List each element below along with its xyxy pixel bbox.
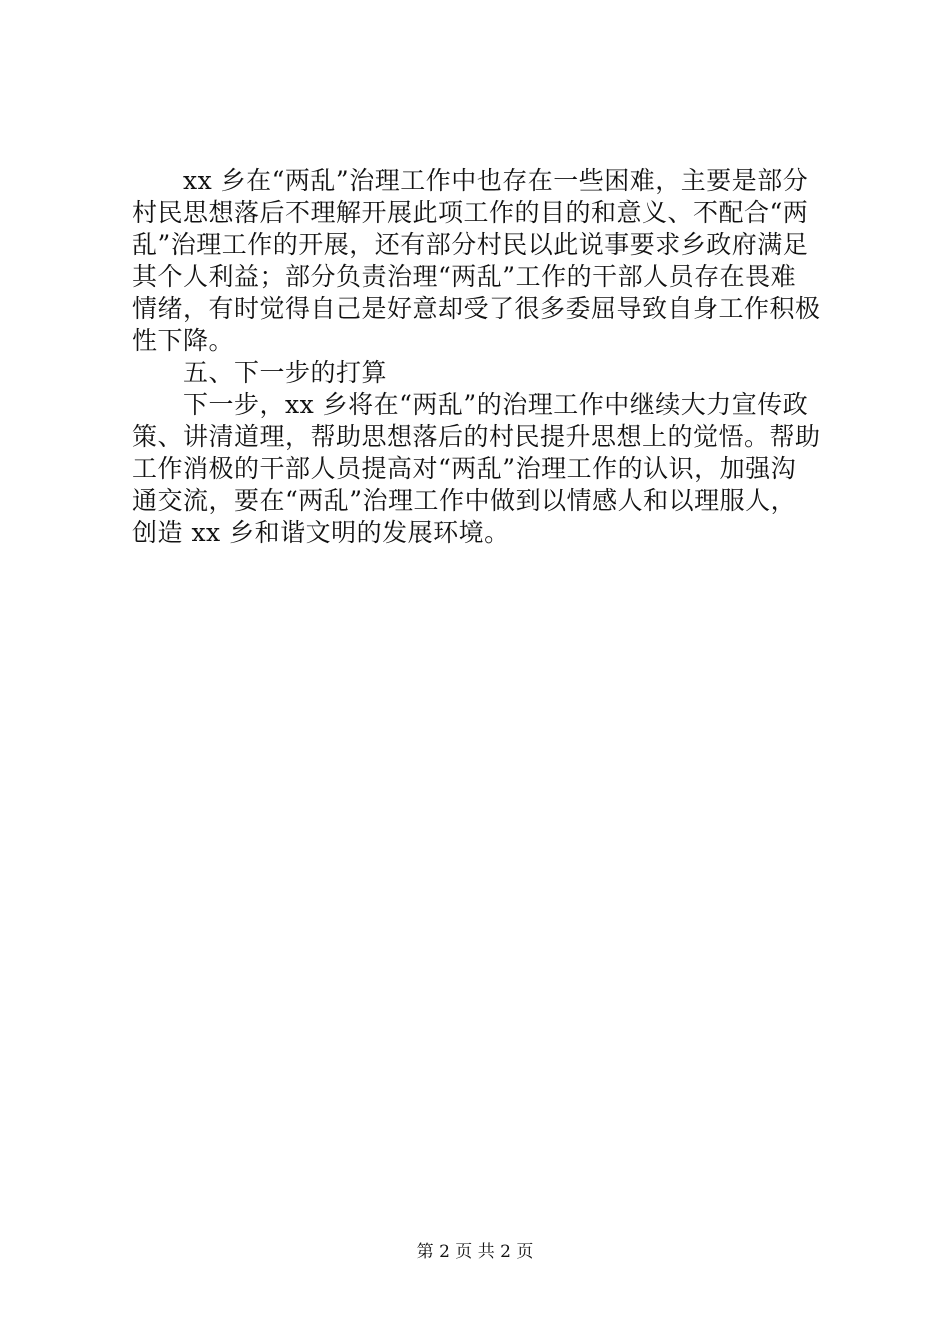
section-heading: 五、下一步的打算: [132, 358, 388, 387]
paragraph-line-6: 性下降。: [132, 326, 235, 355]
paragraph-line-3: 乱”治理工作的开展，还有部分村民以此说事要求乡政府满足: [132, 230, 809, 259]
paragraph-line-11: 通交流，要在“两乱”治理工作中做到以情感人和以理服人，: [132, 486, 797, 515]
paragraph-line-1: xx 乡在“两乱”治理工作中也存在一些困难，主要是部分: [132, 166, 809, 195]
paragraph-line-2: 村民思想落后不理解开展此项工作的目的和意义、不配合“两: [132, 198, 809, 227]
paragraph-line-8: 下一步，xx 乡将在“两乱”的治理工作中继续大力宣传政: [132, 390, 809, 419]
paragraph-line-4: 其个人利益；部分负责治理“两乱”工作的干部人员存在畏难: [132, 262, 797, 291]
document-body: [132, 165, 832, 549]
paragraph-line-9: 策、讲清道理，帮助思想落后的村民提升思想上的觉悟。帮助: [132, 422, 821, 451]
paragraph-line-12: 创造 xx 乡和谐文明的发展环境。: [132, 518, 510, 547]
page-footer: 第 2 页 共 2 页: [416, 1242, 534, 1262]
paragraph-line-10: 工作消极的干部人员提高对“两乱”治理工作的认识，加强沟: [132, 454, 797, 483]
paragraph-line-5: 情绪，有时觉得自己是好意却受了很多委屈导致自身工作积极: [132, 294, 821, 323]
